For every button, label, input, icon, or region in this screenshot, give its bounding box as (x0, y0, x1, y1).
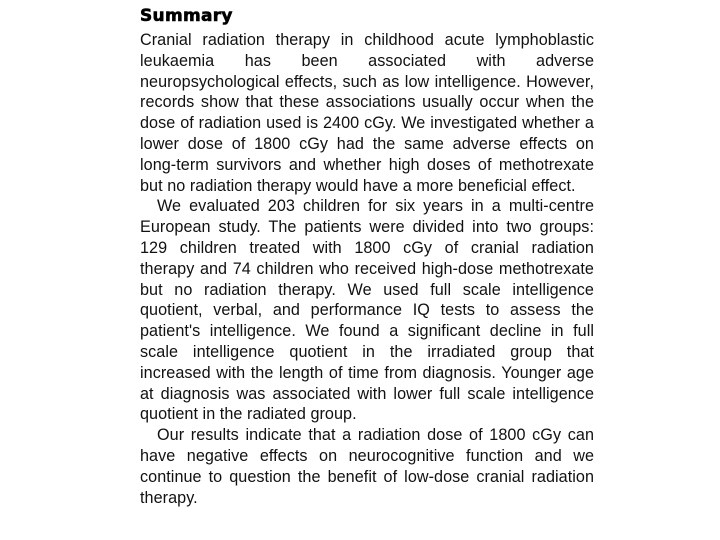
text-line: quotient in the radiated group. (140, 405, 357, 424)
text-line: continue to question the benefit of low-dose cranial radiation (140, 467, 594, 486)
text-line: increased with the length of time from diagnosis. Younger age (140, 363, 594, 382)
section-heading: Summary (140, 6, 233, 26)
text-line: leukaemia has been associated with adverse (140, 51, 594, 70)
paragraph-3 (140, 425, 594, 508)
text-line: therapy and 74 children who received high-dose methotrexate (140, 259, 594, 278)
text-line: have negative effects on neurocognitive function and we (140, 446, 594, 465)
paragraph-2 (140, 196, 594, 425)
text-line: records show that these associations usually occur when the (140, 93, 594, 112)
text-line: therapy. (140, 488, 198, 507)
text-line: at diagnosis was associated with lower full scale intelligence (140, 384, 594, 403)
text-line: scale intelligence quotient in the irradiated group that (140, 342, 594, 361)
paragraph-1 (140, 30, 594, 196)
text-line: 129 children treated with 1800 cGy of cranial radiation (140, 238, 594, 257)
text-line: but no radiation therapy would have a more beneficial effect. (140, 176, 576, 195)
text-line: lower dose of 1800 cGy had the same adverse effects on (140, 134, 594, 153)
text-line: European study. The patients were divided into two groups: (140, 218, 594, 237)
text-line: Our results indicate that a radiation dose of 1800 cGy can (157, 426, 594, 445)
text-line: dose of radiation used is 2400 cGy. We investigated whether a (140, 114, 594, 133)
text-line: We evaluated 203 children for six years in a multi-centre (157, 197, 594, 216)
text-line: but no radiation therapy. We used full scale intelligence (140, 280, 594, 299)
text-line: long-term survivors and whether high doses of methotrexate (140, 155, 594, 174)
text-line: Cranial radiation therapy in childhood acute lymphoblastic (140, 31, 594, 49)
summary-section (140, 4, 594, 508)
text-line: quotient, verbal, and performance IQ tests to assess the (140, 301, 594, 320)
text-line: patient's intelligence. We found a significant decline in full (140, 322, 594, 341)
text-line: neuropsychological effects, such as low intelligence. However, (140, 72, 594, 91)
